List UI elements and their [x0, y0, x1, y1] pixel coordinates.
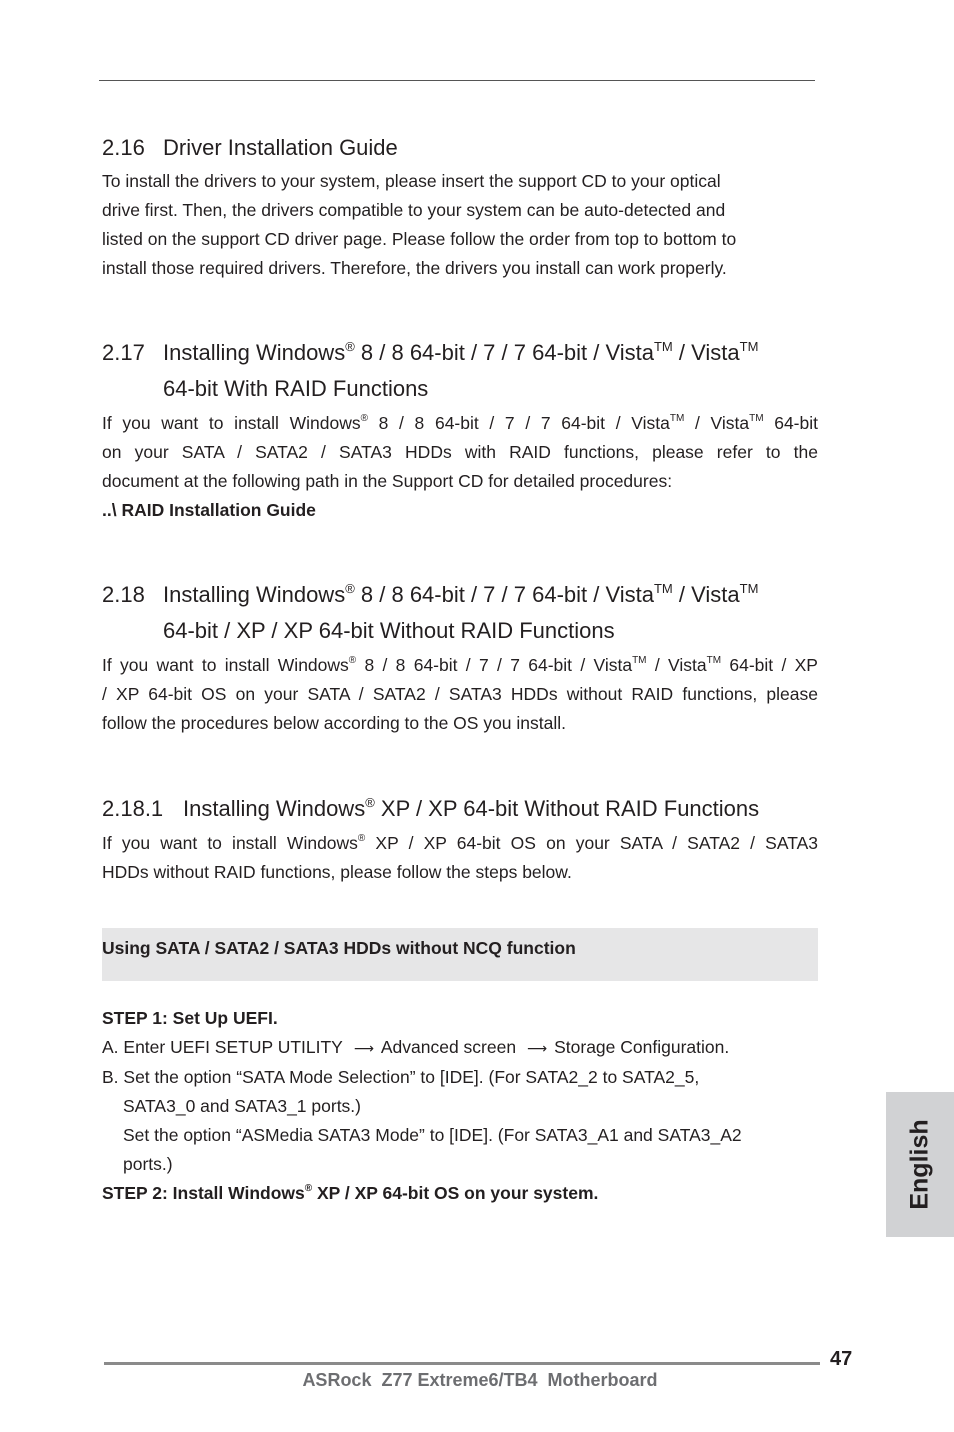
raid-guide-path: ..\ RAID Installation Guide	[102, 500, 316, 520]
body-line: If you want to install Windows® 8 / 8 64-bit / 7 / 7 64-bit / Vista™ / Vista™ 64-bit / XP	[102, 655, 818, 675]
footer-product-name: ASRock Z77 Extreme6/TB4 Motherboard	[302, 1370, 658, 1390]
body-line: / XP 64-bit OS on your SATA / SATA2 / SATA3 HDDs without RAID functions, please	[102, 684, 818, 704]
section-2-17-heading-line2: 64-bit With RAID Functions	[163, 376, 429, 401]
shaded-callout-title: Using SATA / SATA2 / SATA3 HDDs without NCQ function	[102, 938, 576, 958]
step-1-block	[102, 1004, 818, 1208]
arrow-right-icon: ⟶	[527, 1040, 548, 1056]
step-1-line-b-cont: ports.)	[123, 1154, 173, 1174]
section-2-16-body	[102, 167, 818, 283]
body-line: To install the drivers to your system, please insert the support CD to your optical	[102, 171, 721, 191]
body-line: HDDs without RAID functions, please follow the steps below.	[102, 862, 572, 882]
arrow-right-icon: ⟶	[353, 1040, 374, 1056]
step-1-line-a: A. Enter UEFI SETUP UTILITY ⟶ Advanced screen ⟶ Storage Configuration.	[102, 1033, 818, 1063]
section-2-18-1-body	[102, 829, 818, 887]
section-2-18-body	[102, 651, 818, 738]
step-2-title: STEP 2: Install Windows® XP / XP 64-bit OS on your system.	[102, 1183, 599, 1203]
body-line: document at the following path in the Support CD for detailed procedures:	[102, 471, 673, 491]
section-2-18-heading-line2: 64-bit / XP / XP 64-bit Without RAID Functions	[163, 618, 615, 643]
step-1-line-b-cont: SATA3_0 and SATA3_1 ports.)	[123, 1096, 361, 1116]
body-line: If you want to install Windows® XP / XP 64-bit OS on your SATA / SATA2 / SATA3	[102, 833, 818, 853]
section-2-16-heading: 2.16 Driver Installation Guide	[102, 135, 398, 160]
section-2-17-heading: 2.17 Installing Windows® 8 / 8 64-bit / 7 / 7 64-bit / Vista™ / Vista™	[102, 339, 759, 365]
section-2-18-heading: 2.18 Installing Windows® 8 / 8 64-bit / 7 / 7 64-bit / Vista™ / Vista™	[102, 581, 759, 607]
language-side-tab-label: English	[905, 1119, 934, 1210]
body-line: If you want to install Windows® 8 / 8 64-bit / 7 / 7 64-bit / Vista™ / Vista™ 64-bit	[102, 413, 818, 433]
body-line: listed on the support CD driver page. Please follow the order from top to bottom to	[102, 229, 737, 249]
step-1-title: STEP 1: Set Up UEFI.	[102, 1008, 278, 1028]
body-line: follow the procedures below according to the OS you install.	[102, 713, 567, 733]
step-1-line-b-cont: Set the option “ASMedia SATA3 Mode” to [IDE]. (For SATA3_A1 and SATA3_A2	[123, 1125, 742, 1145]
top-rule	[99, 80, 815, 81]
section-2-17-body	[102, 409, 818, 525]
step-1-line-b: B. Set the option “SATA Mode Selection” to [IDE]. (For SATA2_2 to SATA2_5,	[102, 1067, 700, 1087]
body-line: install those required drivers. Therefore, the drivers you install can work properly.	[102, 258, 727, 278]
bottom-rule	[104, 1362, 820, 1365]
section-2-18-1-heading: 2.18.1 Installing Windows® XP / XP 64-bit Without RAID Functions	[102, 795, 760, 821]
page-number: 47	[830, 1348, 853, 1370]
body-line: drive first. Then, the drivers compatible to your system can be auto-detected and	[102, 200, 726, 220]
body-line: on your SATA / SATA2 / SATA3 HDDs with RAID functions, please refer to the	[102, 442, 818, 462]
